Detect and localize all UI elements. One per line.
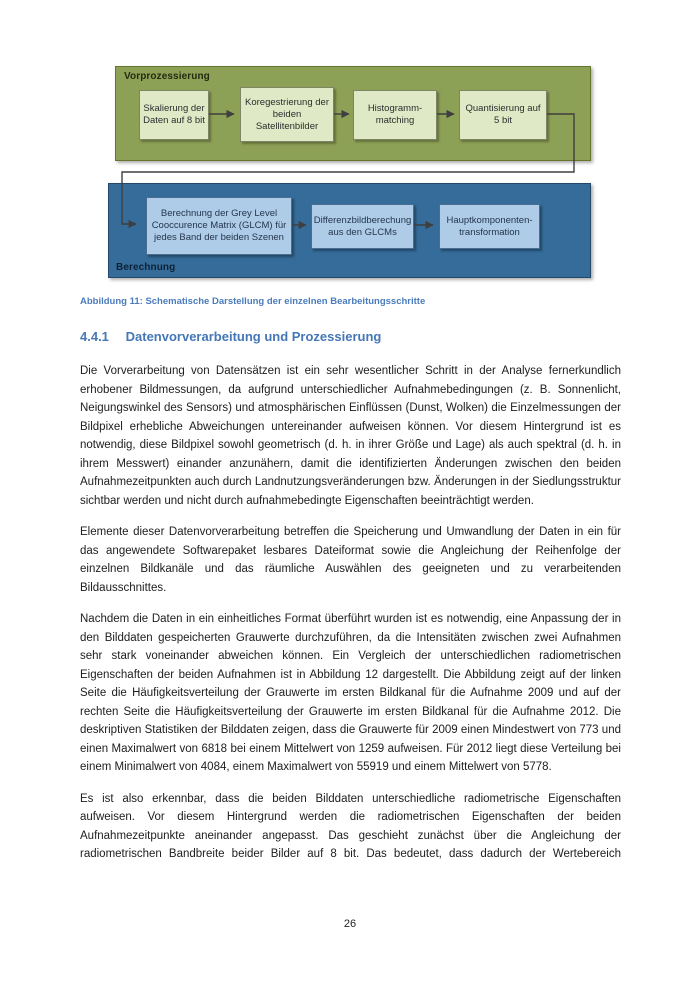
paragraph: Es ist also erkennbar, dass die beiden Bilddaten unterschiedliche radiometrische Eigenschaften aufweisen. Vor diesem Hintergrund werden die radiometrischen Eigenschaften der beiden Aufnahmezeitpunkte aneinander angepasst. Das geschieht zunächst über die Angleichung der radiometrischen Bandbreite beider Bilder auf 8 bit. Das bedeutet, dass dadurch der Wertebereich xyxy=(80,792,621,860)
page-number: 26 xyxy=(343,918,357,930)
flow-step-histogramm-matching: Histogramm-matching xyxy=(353,90,437,140)
group-vorprozessierung xyxy=(115,66,591,161)
paragraph: Elemente dieser Datenvorverarbeitung betreffen die Speicherung und Umwandlung der Daten in ein für das angewendete Softwarepaket lesbares Dateiformat sowie die Angleichung der Reihenfolge der einzelnen Bildkanäle und das räumliche Auswählen des geeigneten und zu verarbeitenden Bildausschnittes. xyxy=(80,526,621,594)
section-heading xyxy=(80,329,620,344)
flow-step-glcm: Berechnung der Grey Level Cooccurence Matrix (GLCM) für jedes Band der beiden Szenen xyxy=(146,197,292,255)
paragraph: Nachdem die Daten in ein einheitliches Format überführt wurden ist es notwendig, eine Anpassung der in den Bilddaten gespeicherten Grauwerte durchzuführen, da die Intensitäten zwischen zwei Aufnahmen sehr stark voneinander abweichen können. Ein Vergleich der unterschiedlichen radiometrischen Eigenschaften der beiden Aufnahmen ist in Abbildung 12 dargestellt. Die Abbildung zeigt auf der linken Seite die Häufigkeitsverteilung der Grauwerte im ersten Bildkanal für die Aufnahme 2009 und auf der rechten Seite die Häufigkeitsverteilung der Grauwerte im ersten Bildkanal für die Aufnahme 2012. Die deskriptiven Statistiken der Bilddaten zeigen, dass die Grauwerte für 2009 einen Mindestwert von 773 und einen Maximalwert von 6818 bei einem Mittelwert von 1259 aufweisen. Für 2012 liegt diese Verteilung bei einem Minimalwert von 4084, einem Maximalwert von 55919 und einem Mittelwert von 5778. xyxy=(80,613,621,773)
section-number: 4.4.1 xyxy=(80,329,109,344)
flow-step-hauptkomponenten: Hauptkomponenten- transformation xyxy=(439,204,540,249)
flow-step-quantisierung: Quantisierung auf 5 bit xyxy=(459,90,547,140)
body-text xyxy=(80,362,621,877)
flow-step-koregestrierung: Koregestrierung der beiden Satellitenbilder xyxy=(240,87,334,142)
section-title: Datenvorverarbeitung und Prozessierung xyxy=(125,329,382,344)
flow-step-differenzbild: Differenzbildberechung aus den GLCMs xyxy=(311,204,414,249)
group-vorprozessierung-label: Vorprozessierung xyxy=(124,71,210,82)
figure-diagram xyxy=(0,55,700,295)
group-berechnung xyxy=(108,183,591,278)
group-berechnung-label: Berechnung xyxy=(116,262,176,273)
paragraph: Die Vorverarbeitung von Datensätzen ist ein sehr wesentlicher Schritt in der Analyse fernerkundlich erhobener Bildmessungen, da aufgrund unterschiedlicher Aufnahmebedingungen (z. B. Sonnenlicht, Neigungswinkel des Sensors) und atmosphärischen Einflüssen (Dunst, Wolken) die Einzelmessungen der Bildpixel erhebliche Abweichungen untereinander aufweisen können. Vor diesem Hintergrund ist es notwendig, diese Bildpixel sowohl geometrisch (d. h. in ihrer Größe und Lage) als auch spektral (d. h. in ihrem Messwert) einander anzunähern, damit die identifizierten Änderungen zwischen den beiden Aufnahmezeitpunkten auch durch Landnutzungsveränderungen bzw. Änderungen in der Siedlungsstruktur sichtbar werden und nicht durch aufnahmebedingte Eigenschaften beeinträchtigt werden. xyxy=(80,365,621,507)
figure-caption: Abbildung 11: Schematische Darstellung der einzelnen Bearbeitungsschritte xyxy=(80,296,426,307)
flow-step-skalierung: Skalierung der Daten auf 8 bit xyxy=(139,90,209,140)
